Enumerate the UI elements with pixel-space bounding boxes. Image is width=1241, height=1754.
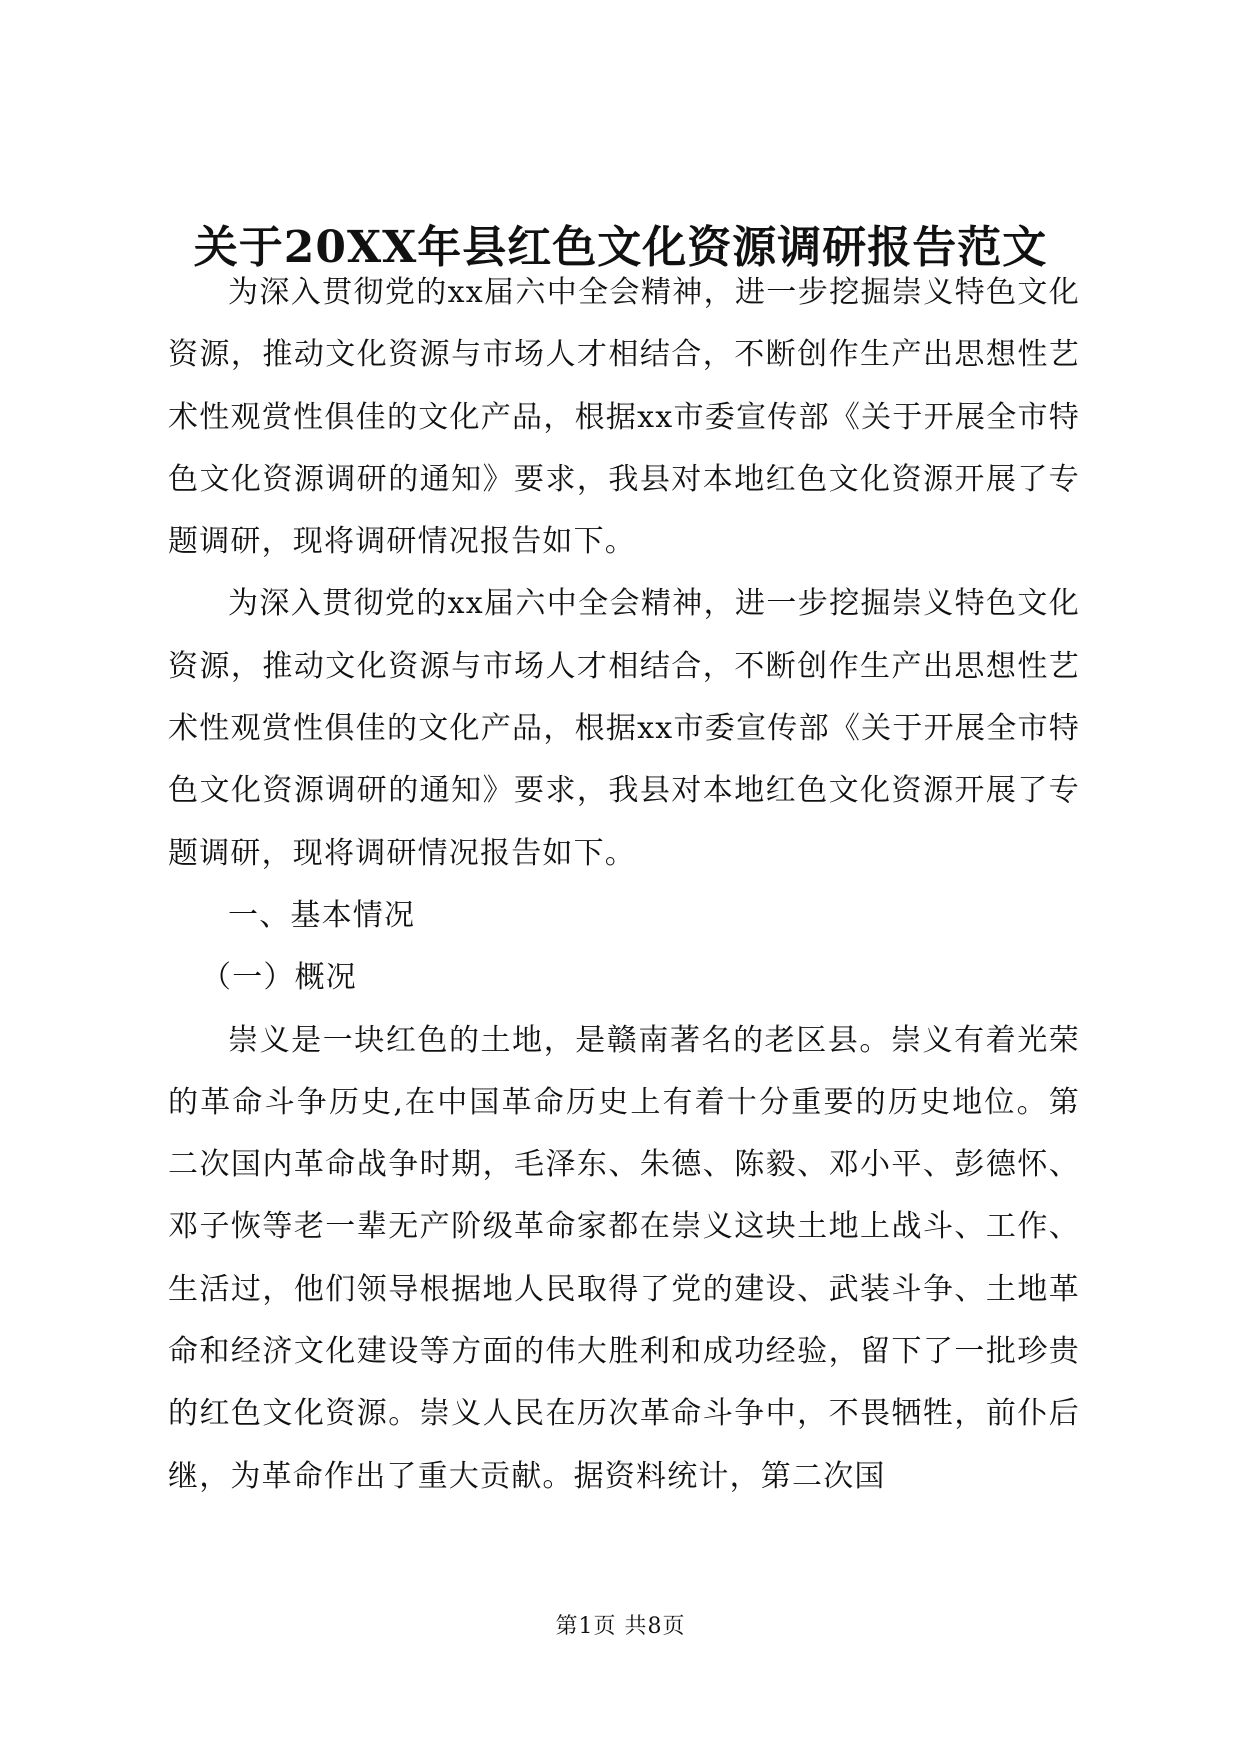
document-title: 关于20XX年县红色文化资源调研报告范文 [193, 222, 1048, 273]
document-body [168, 262, 1080, 1508]
subsection-heading-overview: （一）概况 [201, 960, 357, 996]
section-heading-basic-situation: 一、基本情况 [228, 897, 416, 933]
page-footer: 第1页 共8页 [555, 1614, 686, 1639]
paragraph-intro-repeat: 为深入贯彻党的xx届六中全会精神，进一步挖掘崇义特色文化资源，推动文化资源与市场人才相结合，不断创作生产出思想性艺术性观赏性俱佳的文化产品，根据xx市委宣传部《关于开展全市特色文化资源调研的通知》要求，我县对本地红色文化资源开展了专题调研，现将调研情况报告如下。 [168, 586, 1080, 871]
paragraph-intro: 为深入贯彻党的xx届六中全会精神，进一步挖掘崇义特色文化资源，推动文化资源与市场人才相结合，不断创作生产出思想性艺术性观赏性俱佳的文化产品，根据xx市委宣传部《关于开展全市特色文化资源调研的通知》要求，我县对本地红色文化资源开展了专题调研，现将调研情况报告如下。 [168, 275, 1080, 560]
paragraph-overview: 崇义是一块红色的土地，是赣南著名的老区县。崇义有着光荣的革命斗争历史,在中国革命历史上有着十分重要的历史地位。第二次国内革命战争时期，毛泽东、朱德、陈毅、邓小平、彭德怀、邓子恢等老一辈无产阶级革命家都在崇义这块土地上战斗、工作、生活过，他们领导根据地人民取得了党的建设、武装斗争、土地革命和经济文化建设等方面的伟大胜利和成功经验，留下了一批珍贵的红色文化资源。崇义人民在历次革命斗争中，不畏牺牲，前仆后继，为革命作出了重大贡献。据资料统计，第二次国 [168, 1022, 1080, 1494]
